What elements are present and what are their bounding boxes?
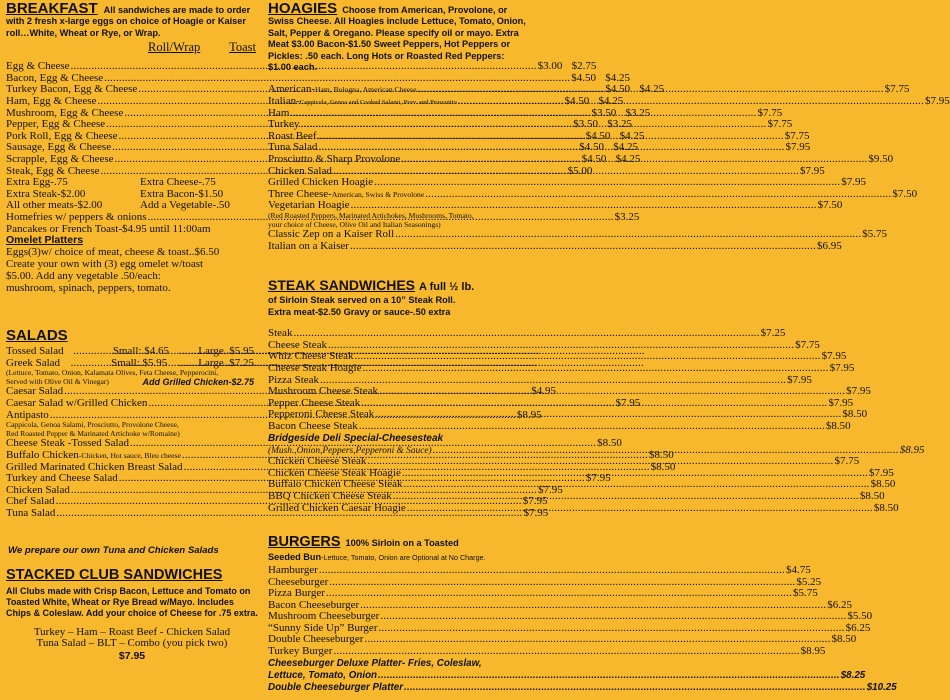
menu-item: Pepper, Egg & Cheese ..... $3.50 $3.25 [6, 119, 258, 131]
menu-item: BBQ Chicken Cheese Steak ..... $8.50 [268, 491, 526, 503]
pancakes-line: Pancakes or French Toast-$4.95 until 11:00am [6, 222, 211, 235]
menu-item: Three Cheese- American, Swiss & Provolone ..... $7.50 [268, 189, 526, 201]
menu-item: Turkey and Cheese Salad ..... $7.95 [6, 473, 254, 485]
special-title: Bridgeside Deli Special-Cheesesteak [268, 432, 444, 444]
steak-intro-2: Extra meat-$2.50 Gravy or sauce-.50 extra [268, 306, 451, 317]
menu-item: Cheeseburger ..... $5.25 [268, 577, 526, 589]
menu-item: Sausage, Egg & Cheese ..... $4.50 $4.25 [6, 142, 258, 154]
menu-item: Whiz Cheese Steak ..... $7.95 [268, 351, 526, 363]
menu-item: Tuna Salad ..... $7.95 [268, 142, 526, 154]
menu-item: Pizza Steak ..... $7.95 [268, 375, 526, 387]
menu-item: Mushroom Cheeseburger ..... $5.50 [268, 611, 526, 623]
menu-item: Mushroom Cheese Steak ..... $7.95 [268, 386, 526, 398]
platter-line-1: Cheeseburger Deluxe Platter- Fries, Coleslaw, [268, 657, 482, 669]
menu-item: Chicken Salad ..... $7.95 [6, 485, 254, 497]
menu-item: Pizza Burger ..... $5.75 [268, 588, 526, 600]
menu-item: Scrapple, Egg & Cheese ..... $4.50 $4.25 [6, 154, 258, 166]
menu-item: Roast Beef ..... $7.75 [268, 131, 526, 143]
menu-item: Grilled Chicken Hoagie ..... $7.95 [268, 177, 526, 189]
menu-item: Vegetarian Hoagie ..... $7.50 [268, 200, 526, 212]
menu-item: Double Cheeseburger ..... $8.50 [268, 634, 526, 646]
stacked-club-title: STACKED CLUB SANDWICHES [6, 567, 223, 583]
menu-item: (Mush.,Onion,Peppers,Pepperoni & Sauce) ..... $8.95 [268, 445, 526, 457]
menu-item: Italian- Cappicola, Genoa and Cooked Salami, Prov. and Proscuitto ..... $7.95 [268, 96, 526, 108]
menu-item: Tossed Salad ..... Small:.$4.65 ..... Large..$5.95 [6, 346, 254, 358]
menu-item: Prosciutto & Sharp Provolone ..... $9.50 [268, 154, 526, 166]
menu-item: Pepper Cheese Steak ..... $7.95 [268, 398, 526, 410]
menu-item: Caesar Salad w/Grilled Chicken ..... $7.95 [6, 398, 254, 410]
menu-item: Buffalo Chicken Cheese Steak ..... $8.50 [268, 479, 526, 491]
menu-item: Chicken Cheese Steak Hoagie ..... $7.95 [268, 468, 526, 480]
breakfast-column-headers [6, 40, 258, 54]
salads-note: We prepare our own Tuna and Chicken Salads [8, 545, 219, 556]
stacked-club-line-2: Tuna Salad – BLT – Combo (you pick two) [36, 637, 228, 650]
menu-item: Grilled Chicken Caesar Hoagie ..... $8.50 [268, 503, 526, 515]
add-chicken-note: Add Grilled Chicken-$2.75 [142, 376, 254, 387]
menu-item: Grilled Marinated Chicken Breast Salad ..... $8.50 [6, 462, 254, 474]
menu-item: Turkey Bacon, Egg & Cheese ..... $4.50 $4.25 [6, 84, 258, 96]
menu-item: Tuna Salad ..... $7.95 [6, 508, 254, 520]
menu-item: Mushroom, Egg & Cheese ..... $3.50 $3.25 [6, 108, 258, 120]
breakfast-intro: All sandwiches are made to order with 2 fresh x-large eggs on choice of Hoagie or Kaiser roll…White, Wheat or Rye, or Wrap. [6, 5, 251, 38]
menu-item: Homefries w/ peppers & onions ..... $3.25 [6, 212, 224, 224]
menu-item: Buffalo Chicken -Chicken, Hot sauce, Bleu cheese ..... $8.50 [6, 450, 254, 462]
salads-title: SALADS [6, 327, 68, 344]
menu-item: Ham, Egg & Cheese ..... $4.50 $4.25 [6, 96, 258, 108]
menu-item: “Sunny Side Up” Burger ..... $6.25 [268, 623, 526, 635]
menu-item: Steak ..... $7.25 [268, 328, 526, 340]
menu-item: Classic Zep on a Kaiser Roll ..... $5.75 [268, 229, 526, 241]
menu-item: American- Ham, Bologna, American Cheese ..... $7.75 [268, 84, 526, 96]
menu-item: Italian on a Kaiser ..... $6.95 [268, 241, 526, 253]
menu-item: Ham ..... $7.75 [268, 108, 526, 120]
stacked-club-line-1: Turkey – Ham – Roast Beef - Chicken Salad [33, 625, 231, 638]
menu-item: Cheese Steak -Tossed Salad ..... $8.50 [6, 438, 254, 450]
stacked-club-section [6, 568, 258, 662]
menu-item: Bacon Cheese Steak ..... $8.50 [268, 421, 526, 433]
breakfast-extras: Extra Egg-.75 Extra Cheese-.75 Extra Steak-$2.00 Extra Bacon-$1.50 All other meats-$2.00 Add a Vegetable-.50 [6, 176, 230, 212]
salads-section: SALADS Tossed Salad ..... Small:.$4.65 ..... Large..$5.95 Greek Salad ..... Small:.$5.95 ..... Large..$7.25 (Lettuce, Tomato, Onion, Kalamata Olives, Feta Cheese, Pepperocini, Served with Olive Oil & Vinegar) Add Grilled Chicken-$2.75 Caesar Salad ..... $4.95 Caesar Salad w/Grilled Chicken ..... $7.95 Antipasto ..... $8.95 Cappicola, Genoa Salami, Prosciutto, Provolone Cheese, Red Roasted Pepper & Marinated Artichoke w/Romaine) Cheese Steak -Tossed Salad ..... $8.50 Buffalo Chicken -Chicken, Hot sauce, Bleu cheese ..... $8.50 Grilled Marinated Chicken Breast Salad ..... $8.50 Turkey and Cheese Salad ..... $7.95 Chicken Salad ..... $7.95 Chef Salad ..... $7.95 Tuna Salad ..... $7.95 [6, 328, 254, 520]
menu-item: Pepperoni Cheese Steak ..... $8.50 [268, 409, 526, 421]
menu-item: Chicken Salad ..... $7.95 [268, 166, 526, 178]
toast-header: Toast [229, 40, 256, 55]
menu-item: Bacon, Egg & Cheese ..... $4.50 $4.25 [6, 73, 258, 85]
menu-item: Chicken Cheese Steak ..... $7.75 [268, 456, 526, 468]
menu-item: Lettuce, Tomato, Onion ..... $8.25 [268, 670, 526, 682]
steak-title: STEAK SANDWICHES [268, 277, 416, 293]
menu-item: Greek Salad ..... Small:.$5.95 ..... Large..$7.25 [6, 358, 254, 370]
menu-item: Turkey ..... $7.75 [268, 119, 526, 131]
menu-item: Hamburger ..... $4.75 [268, 565, 526, 577]
steak-section: STEAK SANDWICHES A full ½ lb. of Sirloin Steak served on a 10” Steak Roll. Extra meat-$2.50 Gravy or sauce-.50 extra Steak ..... $7.25 Cheese Steak ..... $7.75 Whiz Cheese Steak ..... $7.95 Cheese Steak Hoagie ..... $7.95 Pizza Steak ..... $7.95 Mushroom Cheese Steak ..... $7.95 Pepper Cheese Steak ..... $7.95 Pepperoni Cheese Steak ..... $8.50 Bacon Cheese Steak ..... $8.50 Bridgeside Deli Special-Cheesesteak (Mush.,Onion,Peppers,Pepperoni & Sauce) ..... $8.95 Chicken Cheese Steak ..... $7.75 Chicken Cheese Steak Hoagie ..... $7.95 Buffalo Chicken Cheese Steak ..... $8.50 BBQ Chicken Cheese Steak ..... $8.50 Grilled Chicken Caesar Hoagie ..... $8.50 [268, 278, 526, 514]
steak-intro-1: of Sirloin Steak served on a 10” Steak Roll. [268, 295, 456, 306]
hoagies-title: HOAGIES [268, 0, 338, 17]
hoagies-intro: Choose from American, Provolone, or Swiss Cheese. All Hoagies include Lettuce, Tomato, Onion, Salt, Pepper & Oregano. Please specify oil or mayo. Extra Meat $3.00 Bacon-$1.50 Sweet Peppers, Hot Peppers or Pickles: .50 each. Long Hots or Roasted Red Peppers: $1.00 each. [268, 5, 526, 73]
menu-item: Turkey Burger ..... $8.95 [268, 646, 526, 658]
menu-item: Antipasto ..... $8.95 [6, 410, 254, 422]
menu-item: Caesar Salad ..... $4.95 [6, 386, 254, 398]
stacked-club-price: $7.95 [118, 650, 146, 663]
menu-item: Cheese Steak Hoagie ..... $7.95 [268, 363, 526, 375]
burgers-title: BURGERS [268, 534, 341, 550]
menu-item: Bacon Cheeseburger ..... $6.25 [268, 600, 526, 612]
omelet-title: Omelet Platters [6, 234, 84, 247]
stacked-club-intro: All Clubs made with Crisp Bacon, Lettuce and Tomato on Toasted White, Wheat or Rye Bread w/Mayo. Includes Chips & Coleslaw. Add your choice of Cheese for .75 extra. [6, 585, 258, 618]
burgers-section: BURGERS 100% Sirloin on a Toasted Seeded Bun-Lettuce, Tomato, Onion are Optional at No Charge. Hamburger ..... $4.75 Cheeseburger ..... $5.25 Pizza Burger ..... $5.75 Bacon Cheeseburger ..... $6.25 Mushroom Cheeseburger ..... $5.50 “Sunny Side Up” Burger ..... $6.25 Double Cheeseburger ..... $8.50 Turkey Burger ..... $8.95 Cheeseburger Deluxe Platter- Fries, Coleslaw, Lettuce, Tomato, Onion ..... $8.25 Double Cheeseburger Platter ..... $10.25 [268, 535, 526, 694]
menu-item: Double Cheeseburger Platter ..... $10.25 [268, 682, 526, 694]
hoagies-section: HOAGIES Choose from American, Provolone, or Swiss Cheese. All Hoagies include Lettuce, Tomato, Onion, Salt, Pepper & Oregano. Please specify oil or mayo. Extra Meat $3.00 Bacon-$1.50 Sweet Peppers, Hot Peppers or Pickles: .50 each. Long Hots or Roasted Red Peppers: $1.00 each. American- Ham, Bologna, American Cheese ..... $7.75 Italian- Cappicola, Genoa and Cooked Salami, Prov. and Proscuitto ..... $7.95 Ham ..... $7.75 Turkey ..... $7.75 Roast Beef ..... $7.75 Tuna Salad ..... $7.95 Prosciutto & Sharp Provolone ..... $9.50 Chicken Salad ..... $7.95 Grilled Chicken Hoagie ..... $7.95 Three Cheese- American, Swiss & Provolone ..... $7.50 Vegetarian Hoagie ..... $7.50 (Red Roasted Peppers, Marinated Artichokes, Mushrooms, Tomato, your choice of Cheese, Olive Oil and Italian Seasonings) Classic Zep on a Kaiser Roll ..... $5.75 Italian on a Kaiser ..... $6.95 [268, 0, 526, 252]
breakfast-title: BREAKFAST [6, 0, 98, 17]
menu-item: Egg & Cheese ..... $3.00 $2.75 [6, 61, 258, 73]
menu-item: Chef Salad ..... $7.95 [6, 496, 254, 508]
menu-item: Steak, Egg & Cheese ..... $5.00 [6, 166, 258, 178]
roll-wrap-header: Roll/Wrap [148, 40, 201, 55]
menu-item: Cheese Steak ..... $7.75 [268, 340, 526, 352]
menu-item: Pork Roll, Egg & Cheese ..... $4.50 $4.25 [6, 131, 258, 143]
omelet-lines: Eggs(3)w/ choice of meat, cheese & toast..$6.50 Create your own with (3) egg omelet w/toast $5.00. Add any vegetable .50/each: mushroom, spinach, peppers, tomato. [6, 246, 220, 294]
